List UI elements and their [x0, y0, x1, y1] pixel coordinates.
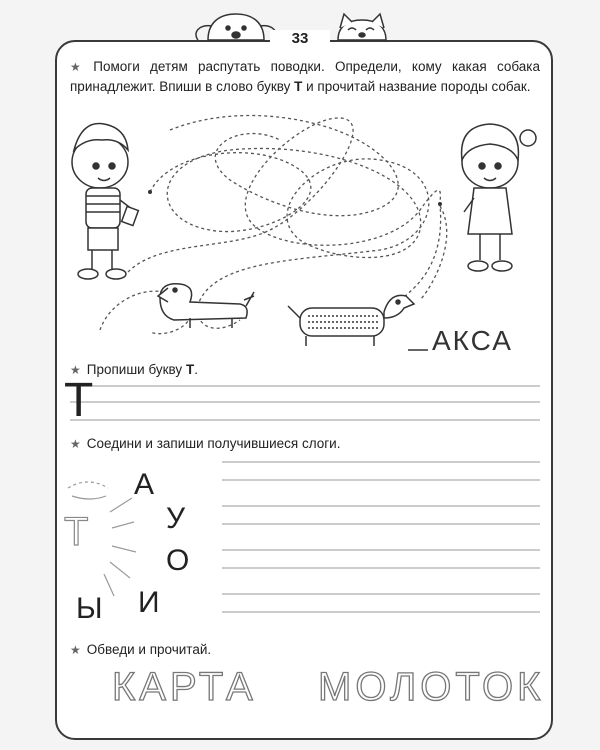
breed-word-ending: АКСА — [432, 325, 513, 356]
syllable-vowel-1: А — [134, 468, 155, 501]
leash-start-dot — [148, 190, 152, 194]
handwriting-letter-sample: Т — [64, 374, 94, 427]
syllable-vowel-5: И — [138, 586, 160, 619]
task1-text-b: и прочитай название породы собак. — [302, 79, 531, 94]
task1-letter: Т — [294, 79, 303, 94]
task1-text-a: Помоги детям распутать поводки. Определи, кому какая собака принадлежит. Впиши в слово букву — [70, 59, 541, 94]
syllable-consonant: Т — [64, 510, 89, 554]
leash-end-dot — [438, 202, 442, 206]
trace-word-1: КАРТА — [112, 665, 257, 709]
star-icon: ★ — [70, 643, 81, 657]
boy-illustration — [72, 124, 138, 279]
star-icon: ★ — [70, 60, 88, 74]
star-icon: ★ — [70, 363, 81, 377]
task4-instruction: ★ Обведи и прочитай. — [70, 642, 212, 657]
syllable-vowel-2: У — [166, 502, 186, 535]
dachshund-dog-2-illustration — [288, 295, 414, 346]
trace-word-2: МОЛОТОК — [318, 665, 545, 709]
girl-illustration — [462, 124, 536, 271]
task2-writing-lines — [70, 386, 540, 420]
syllable-vowel-3: О — [166, 544, 190, 577]
task3-writing-lines — [222, 462, 540, 612]
page-number: 33 — [270, 30, 330, 47]
task3-instruction: ★ Соедини и запиши получившиеся слоги. — [70, 436, 341, 451]
syllable-vowel-4: Ы — [76, 592, 103, 625]
task2-instruction: ★ Пропиши букву Т. — [70, 362, 198, 377]
star-icon: ★ — [70, 437, 81, 451]
